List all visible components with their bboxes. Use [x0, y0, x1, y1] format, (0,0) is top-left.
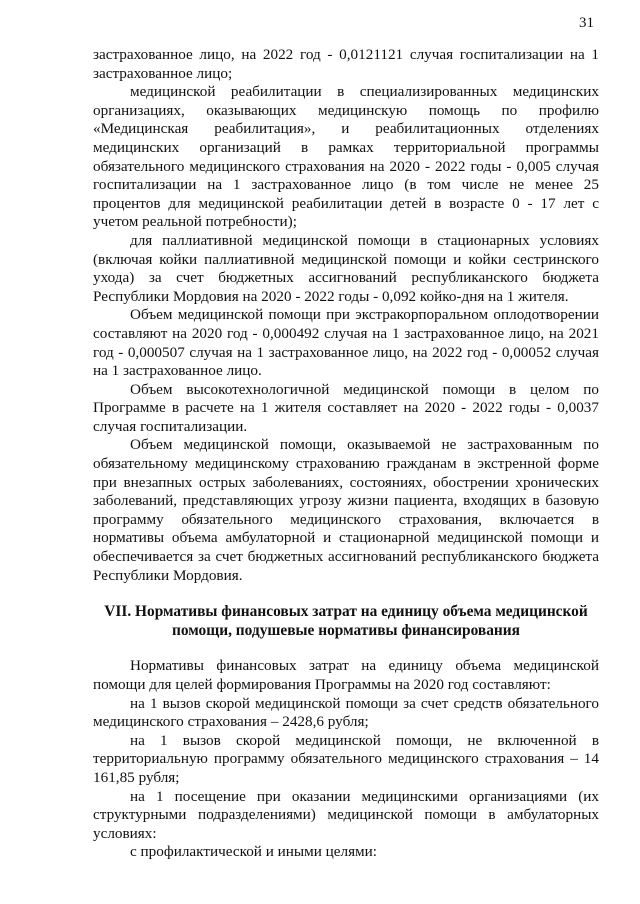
paragraph: на 1 посещение при оказании медицинскими организациями (их структурными подразделениями) медицинской помощи в амбулаторных условиях:: [93, 787, 599, 842]
paragraph: Объем медицинской помощи, оказываемой не застрахованным по обязательному медицинскому страхованию гражданам в экстренной форме при внезапных острых заболеваниях, состояниях, обострении хронических заболеваний, представляющих угрозу жизни пациента, входящих в базовую программу обязательного медицинского страхования, включается в нормативы объема амбулаторной и стационарной медицинской помощи и обеспечивается за счет бюджетных ассигнований республиканского бюджета Республики Мордовия.: [93, 436, 599, 584]
paragraph: с профилактической и иными целями:: [130, 843, 378, 861]
paragraph: Объем высокотехнологичной медицинской помощи в целом по Программе в расчете на 1 жителя составляет на 2020 - 2022 годы - 0,0037 случая госпитализации.: [93, 380, 599, 435]
paragraph: Объем медицинской помощи при экстракорпоральном оплодотворении составляют на 2020 год - 0,000492 случая на 1 застрахованное лицо, на 2021 год - 0,000507 случая на 1 застрахованное лицо, на 2022 год - 0,00052 случая на 1 застрахованное лицо.: [93, 306, 599, 380]
paragraph: застрахованное лицо, на 2022 год - 0,0121121 случая госпитализации на 1 застрахованное лицо;: [93, 46, 599, 82]
page-number: 31: [579, 15, 594, 31]
paragraphs-before-heading: [93, 46, 599, 585]
page-content: [93, 46, 599, 862]
paragraph: на 1 вызов скорой медицинской помощи за счет средств обязательного медицинского страхования – 2428,6 рубля;: [93, 694, 599, 731]
section-heading-line: VII. Нормативы финансовых затрат на единицу объема медицинской: [104, 603, 588, 621]
paragraph: для паллиативной медицинской помощи в стационарных условиях (включая койки паллиативной медицинской помощи и койки сестринского ухода) за счет бюджетных ассигнований республиканского бюджета Республики Мордовия на 2020 - 2022 годы - 0,092 койко-дня на 1 жителя.: [93, 231, 599, 305]
paragraph: Нормативы финансовых затрат на единицу объема медицинской помощи для целей формирования Программы на 2020 год составляют:: [93, 657, 599, 693]
paragraphs-after-heading: [93, 657, 599, 862]
paragraph: медицинской реабилитации в специализированных медицинских организациях, оказывающих медицинскую помощь по профилю «Медицинская реабилитация», и реабилитационных отделениях медицинских организаций в рамках территориальной программы обязательного медицинского страхования на 2020 - 2022 годы - 0,005 случая госпитализации на 1 застрахованное лицо (в том числе не менее 25 процентов для медицинской реабилитации детей в возрасте 0 - 17 лет с учетом реальной потребности);: [93, 83, 599, 231]
section-heading-line: помощи, подушевые нормативы финансирования: [172, 621, 520, 639]
paragraph: на 1 вызов скорой медицинской помощи, не включенной в территориальную программу обязательного медицинского страхования – 14 161,85 рубля;: [93, 731, 599, 786]
section-heading: [93, 603, 599, 640]
